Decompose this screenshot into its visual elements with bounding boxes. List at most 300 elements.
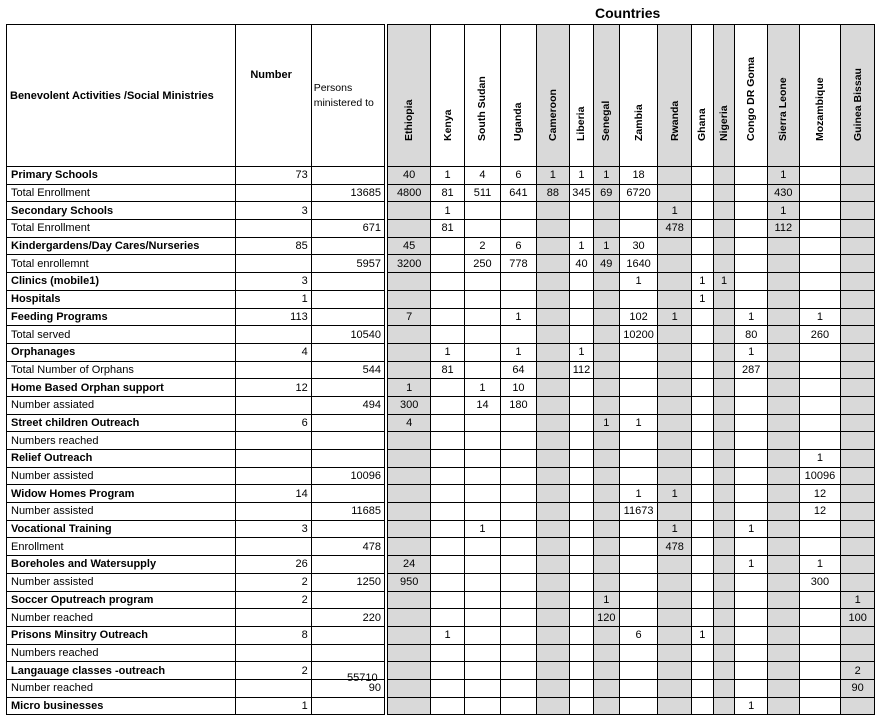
country-cell bbox=[619, 450, 658, 468]
activity-label: Number assiated bbox=[7, 396, 236, 414]
country-cell: 12 bbox=[799, 485, 841, 503]
country-cell bbox=[431, 396, 464, 414]
table-row bbox=[7, 308, 875, 326]
table-row bbox=[7, 326, 875, 344]
country-cell bbox=[387, 273, 430, 291]
country-cell bbox=[464, 343, 500, 361]
country-cell bbox=[501, 202, 536, 220]
country-cell: 81 bbox=[431, 184, 464, 202]
country-cell bbox=[501, 432, 536, 450]
country-cell bbox=[536, 467, 569, 485]
header-country bbox=[464, 25, 500, 167]
table-row bbox=[7, 396, 875, 414]
country-cell bbox=[536, 414, 569, 432]
country-cell bbox=[431, 273, 464, 291]
country-cell bbox=[431, 450, 464, 468]
number-cell: 14 bbox=[236, 485, 311, 503]
country-cell: 1 bbox=[387, 379, 430, 397]
persons-cell bbox=[311, 626, 384, 644]
country-cell: 1 bbox=[570, 167, 594, 185]
country-cell: 1 bbox=[841, 591, 875, 609]
country-cell bbox=[387, 697, 430, 715]
country-cell: 12 bbox=[799, 503, 841, 521]
country-cell bbox=[593, 290, 619, 308]
country-cell bbox=[735, 432, 768, 450]
country-cell bbox=[692, 556, 714, 574]
country-cell bbox=[735, 679, 768, 697]
country-cell: 120 bbox=[593, 609, 619, 627]
activity-label: Soccer Oputreach program bbox=[7, 591, 236, 609]
country-cell: 1 bbox=[593, 237, 619, 255]
country-cell bbox=[735, 273, 768, 291]
country-cell bbox=[692, 184, 714, 202]
country-cell bbox=[713, 308, 735, 326]
country-cell bbox=[501, 609, 536, 627]
country-cell bbox=[536, 379, 569, 397]
country-cell bbox=[464, 538, 500, 556]
persons-cell bbox=[311, 202, 384, 220]
persons-cell bbox=[311, 485, 384, 503]
country-cell bbox=[570, 326, 594, 344]
country-cell bbox=[768, 396, 800, 414]
table-row bbox=[7, 343, 875, 361]
country-cell bbox=[768, 255, 800, 273]
number-cell bbox=[236, 538, 311, 556]
country-cell: 69 bbox=[593, 184, 619, 202]
activity-label: Total served bbox=[7, 326, 236, 344]
country-cell bbox=[536, 450, 569, 468]
country-cell bbox=[841, 697, 875, 715]
country-cell bbox=[692, 503, 714, 521]
country-cell: 778 bbox=[501, 255, 536, 273]
country-cell: 40 bbox=[570, 255, 594, 273]
country-cell bbox=[692, 679, 714, 697]
ministries-table bbox=[6, 24, 875, 715]
country-cell: 14 bbox=[464, 396, 500, 414]
country-cell: 112 bbox=[570, 361, 594, 379]
country-cell bbox=[713, 167, 735, 185]
country-cell bbox=[431, 644, 464, 662]
country-cell bbox=[841, 220, 875, 238]
country-cell bbox=[768, 591, 800, 609]
country-cell bbox=[768, 556, 800, 574]
activity-label: Total enrollemnt bbox=[7, 255, 236, 273]
country-cell bbox=[841, 485, 875, 503]
country-cell bbox=[464, 326, 500, 344]
country-cell bbox=[799, 644, 841, 662]
country-cell bbox=[464, 591, 500, 609]
country-cell bbox=[536, 290, 569, 308]
table-row bbox=[7, 432, 875, 450]
country-label: Sierra Leone bbox=[777, 76, 790, 141]
country-label: Uganda bbox=[512, 101, 525, 141]
persons-cell: 90 bbox=[311, 679, 384, 697]
country-cell bbox=[713, 679, 735, 697]
header-country bbox=[570, 25, 594, 167]
country-cell bbox=[464, 414, 500, 432]
country-cell bbox=[619, 520, 658, 538]
country-cell: 1 bbox=[501, 308, 536, 326]
country-cell bbox=[658, 361, 692, 379]
country-cell bbox=[593, 644, 619, 662]
country-cell: 1 bbox=[658, 520, 692, 538]
country-cell bbox=[464, 556, 500, 574]
country-cell: 90 bbox=[841, 679, 875, 697]
country-cell bbox=[799, 379, 841, 397]
country-cell: 81 bbox=[431, 361, 464, 379]
persons-cell bbox=[311, 520, 384, 538]
country-cell bbox=[692, 361, 714, 379]
number-cell: 8 bbox=[236, 626, 311, 644]
header-country bbox=[593, 25, 619, 167]
country-cell: 45 bbox=[387, 237, 430, 255]
country-cell: 1 bbox=[658, 308, 692, 326]
country-cell bbox=[431, 290, 464, 308]
country-label: South Sudan bbox=[476, 75, 489, 141]
country-cell bbox=[464, 220, 500, 238]
country-cell bbox=[799, 520, 841, 538]
country-cell bbox=[464, 609, 500, 627]
activity-label: Enrollment bbox=[7, 538, 236, 556]
table-row bbox=[7, 573, 875, 591]
country-cell: 7 bbox=[387, 308, 430, 326]
country-cell bbox=[713, 220, 735, 238]
country-cell bbox=[713, 361, 735, 379]
country-cell: 430 bbox=[768, 184, 800, 202]
table-row bbox=[7, 679, 875, 697]
country-cell bbox=[713, 414, 735, 432]
country-cell bbox=[593, 379, 619, 397]
header-country bbox=[501, 25, 536, 167]
persons-cell bbox=[311, 644, 384, 662]
country-cell bbox=[692, 520, 714, 538]
country-cell bbox=[768, 662, 800, 680]
country-cell bbox=[431, 485, 464, 503]
table-row bbox=[7, 644, 875, 662]
country-cell bbox=[431, 697, 464, 715]
activity-label: Numbers reached bbox=[7, 644, 236, 662]
country-cell bbox=[841, 644, 875, 662]
persons-cell bbox=[311, 343, 384, 361]
country-cell bbox=[570, 609, 594, 627]
activity-label: Prisons Minsitry Outreach bbox=[7, 626, 236, 644]
country-cell bbox=[713, 556, 735, 574]
country-cell bbox=[799, 255, 841, 273]
country-cell bbox=[713, 644, 735, 662]
country-cell bbox=[841, 432, 875, 450]
country-cell bbox=[501, 538, 536, 556]
countries-title: Countries bbox=[595, 5, 661, 21]
country-cell bbox=[768, 308, 800, 326]
country-cell bbox=[658, 184, 692, 202]
country-label: Guinea Bissau bbox=[851, 67, 864, 141]
country-cell bbox=[799, 361, 841, 379]
country-cell bbox=[735, 573, 768, 591]
country-cell: 260 bbox=[799, 326, 841, 344]
country-cell bbox=[735, 591, 768, 609]
activity-label: Widow Homes Program bbox=[7, 485, 236, 503]
country-cell bbox=[536, 573, 569, 591]
country-cell bbox=[464, 273, 500, 291]
country-cell bbox=[713, 290, 735, 308]
country-cell bbox=[735, 609, 768, 627]
country-cell bbox=[464, 450, 500, 468]
country-cell bbox=[841, 290, 875, 308]
country-cell bbox=[713, 520, 735, 538]
activity-label: Street children Outreach bbox=[7, 414, 236, 432]
country-cell bbox=[464, 644, 500, 662]
country-cell: 100 bbox=[841, 609, 875, 627]
country-cell bbox=[593, 662, 619, 680]
country-cell bbox=[735, 379, 768, 397]
country-cell bbox=[593, 679, 619, 697]
country-cell bbox=[841, 467, 875, 485]
country-cell bbox=[841, 273, 875, 291]
activity-label: Boreholes and Watersupply bbox=[7, 556, 236, 574]
country-cell bbox=[768, 343, 800, 361]
country-cell bbox=[536, 591, 569, 609]
country-cell bbox=[841, 202, 875, 220]
country-cell: 30 bbox=[619, 237, 658, 255]
country-cell bbox=[658, 432, 692, 450]
country-cell bbox=[387, 485, 430, 503]
country-cell bbox=[464, 290, 500, 308]
number-cell: 3 bbox=[236, 520, 311, 538]
persons-cell: 13685 bbox=[311, 184, 384, 202]
country-cell bbox=[692, 202, 714, 220]
country-cell bbox=[692, 662, 714, 680]
country-cell bbox=[841, 237, 875, 255]
country-cell bbox=[692, 343, 714, 361]
table-row bbox=[7, 202, 875, 220]
country-cell bbox=[593, 220, 619, 238]
country-cell bbox=[536, 609, 569, 627]
country-cell bbox=[501, 679, 536, 697]
country-cell: 40 bbox=[387, 167, 430, 185]
country-cell bbox=[713, 573, 735, 591]
country-cell bbox=[501, 697, 536, 715]
country-cell: 10200 bbox=[619, 326, 658, 344]
country-cell bbox=[799, 343, 841, 361]
country-cell bbox=[593, 361, 619, 379]
persons-cell: 10540 bbox=[311, 326, 384, 344]
country-cell bbox=[536, 361, 569, 379]
number-cell: 3 bbox=[236, 273, 311, 291]
country-cell bbox=[464, 308, 500, 326]
country-cell: 6 bbox=[619, 626, 658, 644]
country-cell bbox=[713, 184, 735, 202]
country-label: Kenya bbox=[441, 108, 454, 141]
country-cell bbox=[570, 573, 594, 591]
activity-label: Number assisted bbox=[7, 503, 236, 521]
country-cell bbox=[593, 626, 619, 644]
country-cell: 88 bbox=[536, 184, 569, 202]
country-cell: 1 bbox=[619, 414, 658, 432]
country-cell: 1640 bbox=[619, 255, 658, 273]
country-cell: 2 bbox=[464, 237, 500, 255]
country-cell bbox=[768, 326, 800, 344]
country-cell bbox=[464, 361, 500, 379]
country-cell bbox=[799, 679, 841, 697]
country-cell bbox=[593, 308, 619, 326]
country-cell: 4 bbox=[387, 414, 430, 432]
country-cell bbox=[570, 520, 594, 538]
country-cell bbox=[431, 255, 464, 273]
country-cell bbox=[593, 573, 619, 591]
country-cell bbox=[536, 273, 569, 291]
persons-cell bbox=[311, 290, 384, 308]
country-cell bbox=[431, 538, 464, 556]
country-cell: 250 bbox=[464, 255, 500, 273]
table-row bbox=[7, 538, 875, 556]
country-cell bbox=[619, 644, 658, 662]
country-cell: 1 bbox=[431, 167, 464, 185]
country-cell bbox=[387, 591, 430, 609]
country-cell bbox=[799, 184, 841, 202]
country-cell bbox=[841, 167, 875, 185]
country-label: Senegal bbox=[600, 100, 613, 141]
country-cell bbox=[692, 538, 714, 556]
country-label: Ghana bbox=[696, 107, 709, 141]
country-cell bbox=[799, 290, 841, 308]
country-cell bbox=[501, 662, 536, 680]
country-cell: 1 bbox=[593, 167, 619, 185]
country-label: Zambia bbox=[632, 103, 645, 141]
country-cell bbox=[387, 538, 430, 556]
country-cell bbox=[619, 396, 658, 414]
country-cell bbox=[735, 626, 768, 644]
country-cell bbox=[536, 343, 569, 361]
table-row bbox=[7, 184, 875, 202]
persons-cell bbox=[311, 450, 384, 468]
activity-label: Total Enrollment bbox=[7, 220, 236, 238]
persons-cell: 220 bbox=[311, 609, 384, 627]
country-cell bbox=[841, 184, 875, 202]
table-row bbox=[7, 591, 875, 609]
country-cell bbox=[570, 697, 594, 715]
persons-cell bbox=[311, 167, 384, 185]
country-cell bbox=[692, 308, 714, 326]
country-cell bbox=[570, 467, 594, 485]
country-cell: 64 bbox=[501, 361, 536, 379]
country-cell bbox=[387, 432, 430, 450]
country-cell bbox=[658, 644, 692, 662]
country-cell bbox=[841, 308, 875, 326]
persons-cell: 10096 bbox=[311, 467, 384, 485]
activity-label: Total Enrollment bbox=[7, 184, 236, 202]
country-cell bbox=[692, 591, 714, 609]
number-cell: 2 bbox=[236, 573, 311, 591]
country-cell bbox=[387, 679, 430, 697]
country-cell bbox=[768, 414, 800, 432]
country-cell bbox=[768, 273, 800, 291]
country-cell: 1 bbox=[658, 202, 692, 220]
number-cell: 1 bbox=[236, 697, 311, 715]
country-cell bbox=[619, 556, 658, 574]
country-cell bbox=[841, 626, 875, 644]
country-cell: 300 bbox=[799, 573, 841, 591]
country-cell bbox=[713, 503, 735, 521]
country-cell bbox=[768, 485, 800, 503]
country-cell bbox=[713, 343, 735, 361]
table-row bbox=[7, 167, 875, 185]
country-cell: 6 bbox=[501, 167, 536, 185]
country-label: Nigeria bbox=[718, 104, 731, 141]
country-label: Ethiopia bbox=[403, 99, 416, 141]
country-cell bbox=[536, 626, 569, 644]
country-cell bbox=[387, 220, 430, 238]
number-cell bbox=[236, 644, 311, 662]
country-cell bbox=[501, 290, 536, 308]
country-cell bbox=[658, 167, 692, 185]
table-row bbox=[7, 237, 875, 255]
country-cell bbox=[658, 290, 692, 308]
header-country bbox=[431, 25, 464, 167]
country-cell bbox=[570, 273, 594, 291]
header-country bbox=[735, 25, 768, 167]
country-cell bbox=[735, 538, 768, 556]
activity-label: Home Based Orphan support bbox=[7, 379, 236, 397]
table-row bbox=[7, 556, 875, 574]
country-cell bbox=[713, 379, 735, 397]
country-cell bbox=[735, 414, 768, 432]
country-cell bbox=[570, 644, 594, 662]
number-cell bbox=[236, 503, 311, 521]
country-cell bbox=[570, 556, 594, 574]
table-row bbox=[7, 273, 875, 291]
country-cell bbox=[768, 361, 800, 379]
country-cell bbox=[658, 503, 692, 521]
country-cell bbox=[658, 237, 692, 255]
number-cell bbox=[236, 467, 311, 485]
country-cell bbox=[570, 450, 594, 468]
number-cell: 6 bbox=[236, 414, 311, 432]
country-cell bbox=[536, 520, 569, 538]
persons-cell bbox=[311, 237, 384, 255]
persons-cell: 1250 bbox=[311, 573, 384, 591]
country-cell bbox=[841, 326, 875, 344]
country-cell bbox=[619, 379, 658, 397]
country-cell bbox=[841, 414, 875, 432]
country-cell bbox=[713, 255, 735, 273]
country-cell bbox=[799, 237, 841, 255]
country-cell bbox=[536, 662, 569, 680]
country-cell: 1 bbox=[570, 237, 594, 255]
country-cell bbox=[619, 290, 658, 308]
country-cell bbox=[713, 467, 735, 485]
country-cell: 6 bbox=[501, 237, 536, 255]
country-cell bbox=[464, 432, 500, 450]
country-cell bbox=[431, 591, 464, 609]
table-row bbox=[7, 662, 875, 680]
activity-label: Total Number of Orphans bbox=[7, 361, 236, 379]
country-cell bbox=[593, 697, 619, 715]
country-cell bbox=[735, 184, 768, 202]
country-cell: 1 bbox=[692, 273, 714, 291]
country-cell: 1 bbox=[735, 308, 768, 326]
country-cell bbox=[841, 538, 875, 556]
country-cell bbox=[536, 697, 569, 715]
persons-cell: 478 bbox=[311, 538, 384, 556]
country-cell bbox=[570, 679, 594, 697]
country-cell bbox=[619, 432, 658, 450]
country-cell bbox=[799, 626, 841, 644]
country-cell bbox=[464, 202, 500, 220]
country-cell bbox=[799, 609, 841, 627]
country-cell bbox=[619, 361, 658, 379]
country-cell bbox=[619, 467, 658, 485]
country-cell: 1 bbox=[431, 626, 464, 644]
